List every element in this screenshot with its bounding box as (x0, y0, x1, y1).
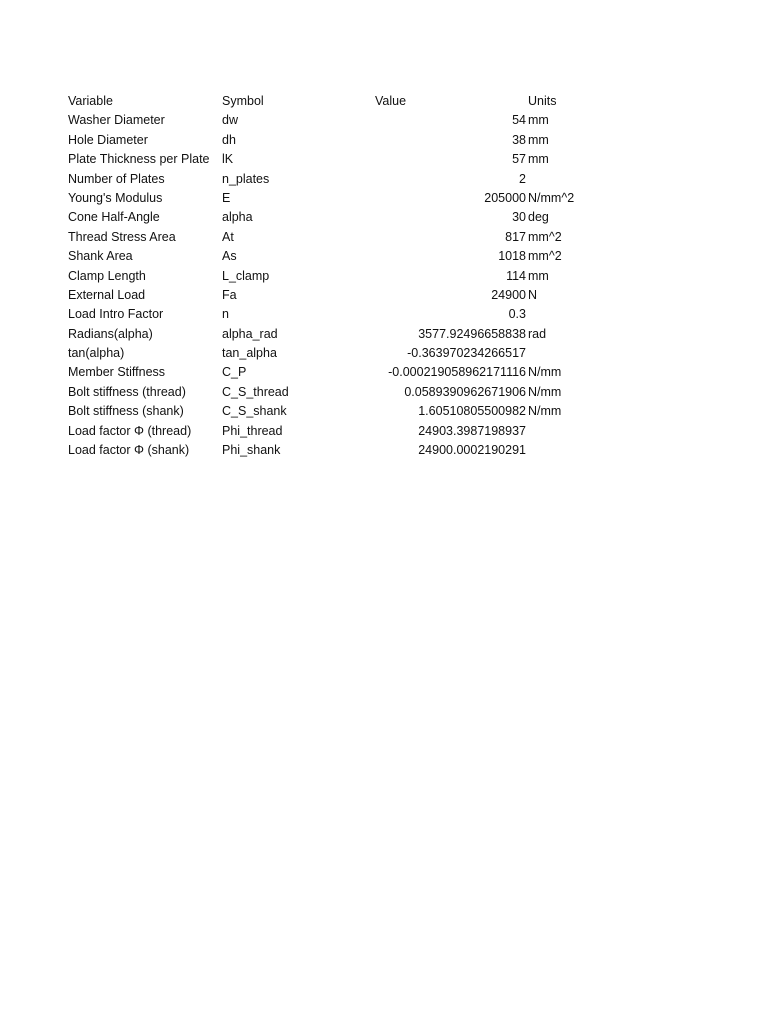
header-value[interactable]: Value (375, 94, 407, 108)
table-row (0, 325, 768, 344)
unit-cell[interactable]: mm (528, 113, 549, 128)
symbol-cell[interactable]: E (222, 190, 231, 205)
unit-cell[interactable]: rad (528, 326, 547, 341)
symbol-cell[interactable]: dw (222, 113, 238, 128)
value-cell[interactable]: 2 (519, 171, 526, 186)
unit-cell[interactable]: N/mm (528, 384, 562, 399)
value-cell[interactable]: 24903.3987198937 (418, 423, 526, 438)
value-cell[interactable]: -0.363970234266517 (407, 346, 526, 361)
symbol-cell[interactable]: As (222, 249, 237, 264)
value-cell[interactable]: 57 (512, 152, 526, 167)
table-row (0, 363, 768, 382)
symbol-cell[interactable]: alpha (222, 210, 253, 225)
symbol-cell[interactable]: C_S_shank (222, 404, 287, 419)
value-cell[interactable]: 1018 (498, 249, 526, 264)
variable-cell[interactable]: Bolt stiffness (thread) (68, 384, 186, 399)
symbol-cell[interactable]: C_S_thread (222, 384, 289, 399)
value-cell[interactable]: 205000 (484, 190, 526, 205)
variable-cell[interactable]: Young's Modulus (68, 190, 163, 205)
table-row (0, 267, 768, 286)
symbol-cell[interactable]: alpha_rad (222, 326, 278, 341)
table-body (0, 111, 768, 460)
variable-cell[interactable]: Number of Plates (68, 171, 165, 186)
variable-cell[interactable]: Shank Area (68, 249, 133, 264)
value-cell[interactable]: 0.3 (508, 307, 526, 322)
symbol-cell[interactable]: C_P (222, 365, 247, 380)
value-cell[interactable]: 114 (506, 268, 526, 283)
unit-cell[interactable]: mm^2 (528, 229, 562, 244)
header-symbol[interactable]: Symbol (222, 94, 264, 108)
table-row (0, 344, 768, 363)
table-row (0, 286, 768, 305)
table-row (0, 170, 768, 189)
value-cell[interactable]: 3577.92496658838 (418, 326, 526, 341)
table-row (0, 150, 768, 169)
value-cell[interactable]: 24900.0002190291 (418, 443, 526, 458)
variable-cell[interactable]: Load Intro Factor (68, 307, 164, 322)
unit-cell[interactable]: N/mm^2 (528, 190, 575, 205)
table-row (0, 111, 768, 130)
table-row (0, 228, 768, 247)
symbol-cell[interactable]: At (222, 229, 234, 244)
unit-cell[interactable]: mm^2 (528, 249, 562, 264)
variable-cell[interactable]: Load factor Φ (shank) (68, 443, 190, 458)
table-row (0, 208, 768, 227)
variable-cell[interactable]: Washer Diameter (68, 113, 165, 128)
table-row (0, 189, 768, 208)
unit-cell[interactable]: mm (528, 152, 549, 167)
table-row (0, 441, 768, 460)
header-variable[interactable]: Variable (68, 94, 113, 108)
unit-cell[interactable]: deg (528, 210, 549, 225)
variable-cell[interactable]: Cone Half-Angle (68, 210, 160, 225)
unit-cell[interactable]: mm (528, 268, 549, 283)
spreadsheet (0, 92, 768, 460)
table-row (0, 131, 768, 150)
variable-cell[interactable]: Clamp Length (68, 268, 146, 283)
variable-cell[interactable]: Radians(alpha) (68, 326, 153, 341)
variable-cell[interactable]: Thread Stress Area (68, 229, 176, 244)
value-cell[interactable]: 24900 (491, 287, 526, 302)
symbol-cell[interactable]: Phi_shank (222, 443, 281, 458)
value-cell[interactable]: 1.60510805500982 (418, 404, 526, 419)
variable-cell[interactable]: Plate Thickness per Plate (68, 152, 210, 167)
table-row (0, 402, 768, 421)
unit-cell[interactable]: N/mm (528, 404, 562, 419)
value-cell[interactable]: 0.0589390962671906 (404, 384, 526, 399)
variable-cell[interactable]: External Load (68, 287, 146, 302)
variable-cell[interactable]: Member Stiffness (68, 365, 166, 380)
symbol-cell[interactable]: Phi_thread (222, 423, 283, 438)
table-row (0, 422, 768, 441)
variable-cell[interactable]: Load factor Φ (thread) (68, 423, 192, 438)
variable-cell[interactable]: Hole Diameter (68, 132, 148, 147)
unit-cell[interactable]: N/mm (528, 365, 562, 380)
header-units[interactable]: Units (528, 94, 557, 108)
variable-cell[interactable]: Bolt stiffness (shank) (68, 404, 184, 419)
unit-cell[interactable]: N (528, 287, 538, 302)
table-row (0, 383, 768, 402)
value-cell[interactable]: 38 (512, 132, 526, 147)
header-row (0, 92, 768, 111)
symbol-cell[interactable]: n_plates (222, 171, 270, 186)
table-row (0, 305, 768, 324)
table-row (0, 247, 768, 266)
symbol-cell[interactable]: lK (222, 152, 234, 167)
symbol-cell[interactable]: Fa (222, 287, 237, 302)
symbol-cell[interactable]: dh (222, 132, 236, 147)
symbol-cell[interactable]: L_clamp (222, 268, 270, 283)
unit-cell[interactable]: mm (528, 132, 549, 147)
value-cell[interactable]: -0.000219058962171116 (388, 365, 526, 380)
value-cell[interactable]: 30 (512, 210, 526, 225)
variable-cell[interactable]: tan(alpha) (68, 346, 125, 361)
value-cell[interactable]: 817 (505, 229, 526, 244)
symbol-cell[interactable]: tan_alpha (222, 346, 277, 361)
value-cell[interactable]: 54 (512, 113, 526, 128)
symbol-cell[interactable]: n (222, 307, 229, 322)
